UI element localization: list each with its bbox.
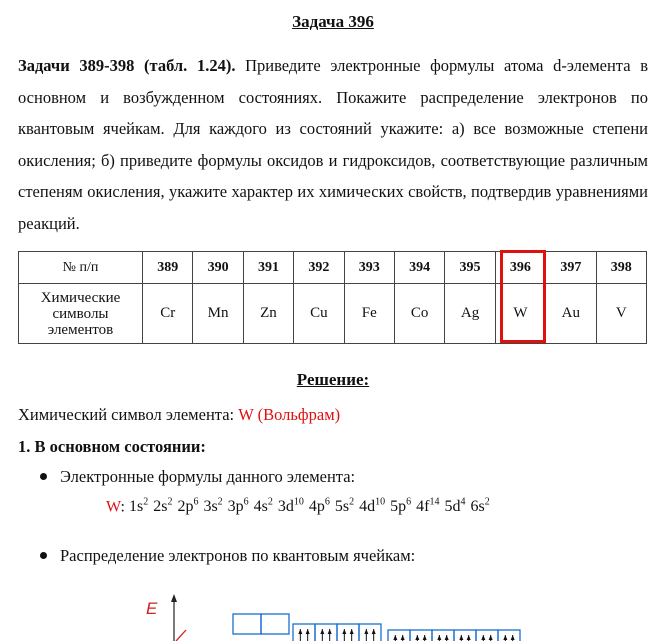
table-symbol-cell: Fe [344,284,394,344]
table-header-label: № п/п [19,252,143,284]
table-symbol-cell: Co [394,284,444,344]
quantum-cell [293,624,315,641]
formula-term: $4s^2$ [253,497,273,516]
arrow-head-icon [350,629,354,634]
table-symbol-cell: Cr [143,284,193,344]
table-symbol-cell: V [596,284,646,344]
arrow-head-icon [306,629,310,634]
quantum-cell [337,624,359,641]
quantum-cell [454,630,476,641]
arrow-head-icon [415,635,419,640]
table-symbol-cell: W [495,284,545,344]
quantum-cell [359,624,381,641]
table-row-label: Химические символы элементов [19,284,143,344]
table-number-cell: 395 [445,252,495,284]
table-number-cell: 391 [243,252,293,284]
table-number-cell: 390 [193,252,243,284]
formula-term: $2p^6$ [177,497,199,516]
formula-term: $4p^6$ [308,497,330,516]
arrow-head-icon [489,635,493,640]
arrow-head-icon [423,635,427,640]
formula-term: $1s^2$ [128,497,149,516]
table-number-cell: 398 [596,252,646,284]
element-value: W (Вольфрам) [238,405,341,424]
annotation-stroke [176,630,186,641]
task-paragraph [18,50,648,240]
arrow-head-icon [328,629,332,634]
arrow-head-icon [372,629,376,634]
elements-table [18,251,647,344]
formula-term: $4f^{14}$ [416,497,440,516]
formula-term: $3p^6$ [227,497,249,516]
arrow-head-icon [467,635,471,640]
electron-formula: W: $1s^2$ $2s^2$ $2p^6$ $3s^2$ $3p^6$ $4s^2$ $3d^{10}$ $4p^6$ $5s^2$ $4d^{10}$ $5p^6$ $4f^{14}$ $5d^4$ $6s^2$ [106,497,495,516]
table-number-cell: 389 [143,252,193,284]
cells-group [233,614,520,641]
table-symbol-cell: Mn [193,284,243,344]
table-number-cell: 393 [344,252,394,284]
energy-axis-label: E [146,599,158,618]
quantum-cell [261,614,289,634]
arrow-head-icon [320,629,324,634]
arrow-head-icon [459,635,463,640]
arrow-head-icon [511,635,515,640]
formula-term: $3s^2$ [203,497,223,516]
table-header-row [19,252,647,284]
arrow-head-icon [445,635,449,640]
quantum-cell [388,630,410,641]
table-number-cell: 396 [495,252,545,284]
table-symbol-cell: Zn [243,284,293,344]
element-label: Химический символ элемента: [18,405,239,424]
table-number-cell: 397 [546,252,596,284]
task-text: Приведите электронные формулы атома d-элемента в основном и возбужденном состояниях. Покажите распределение электронов по квантовым ячейкам. Для каждого из состояний укажите: а) все возможные степени окисления; б) приведите формулы оксидов и гидроксидов, соответствующие различным степеням окисления, укажите характер их химических свойств, подтвердив уравнениями реакций. [18,56,648,233]
formula-term: $3d^{10}$ [277,497,304,516]
formula-term: $5d^4$ [444,497,466,516]
arrow-head-icon [364,629,368,634]
bullet-dot-icon [40,473,47,480]
arrow-head-icon [298,629,302,634]
bullet-formulas [40,467,355,487]
formula-term: $4d^{10}$ [359,497,386,516]
table-symbol-cell: Ag [445,284,495,344]
arrow-head-icon [503,635,507,640]
formula-terms [129,498,495,515]
formula-term: $5s^2$ [334,497,355,516]
arrow-head-icon [342,629,346,634]
formula-term: $6s^2$ [470,497,490,516]
table-symbol-cell: Au [546,284,596,344]
quantum-cell [476,630,498,641]
section-ground-state: 1. В основном состоянии: [18,437,206,456]
formula-term: $2s^2$ [153,497,173,516]
bullet-formulas-text: Электронные формулы данного элемента: [60,467,356,486]
quantum-cell [410,630,432,641]
table-symbol-row [19,284,647,344]
formula-term: $5p^6$ [390,497,412,516]
task-lead: Задачи 389-398 (табл. 1.24). [18,56,236,75]
quantum-cells-diagram [130,590,550,641]
element-line [18,405,340,425]
arrow-head-icon [437,635,441,640]
quantum-cell [498,630,520,641]
table-symbol-cell: Cu [294,284,344,344]
bullet-dot-icon [40,552,47,559]
solution-title: Решение: [296,370,370,389]
quantum-cell [315,624,337,641]
selected-column-highlight [500,250,546,343]
arrow-head-icon [401,635,405,640]
table-number-cell: 394 [394,252,444,284]
bullet-cells-text: Распределение электронов по квантовым ячейкам: [60,546,416,565]
arrow-head-icon [393,635,397,640]
arrow-head-icon [481,635,485,640]
page-title: Задача 396 [292,12,374,31]
table-number-cell: 392 [294,252,344,284]
quantum-cell [233,614,261,634]
energy-axis-arrow-icon [171,594,177,602]
bullet-cells [40,546,415,566]
formula-element: W [106,498,121,516]
quantum-cell [432,630,454,641]
